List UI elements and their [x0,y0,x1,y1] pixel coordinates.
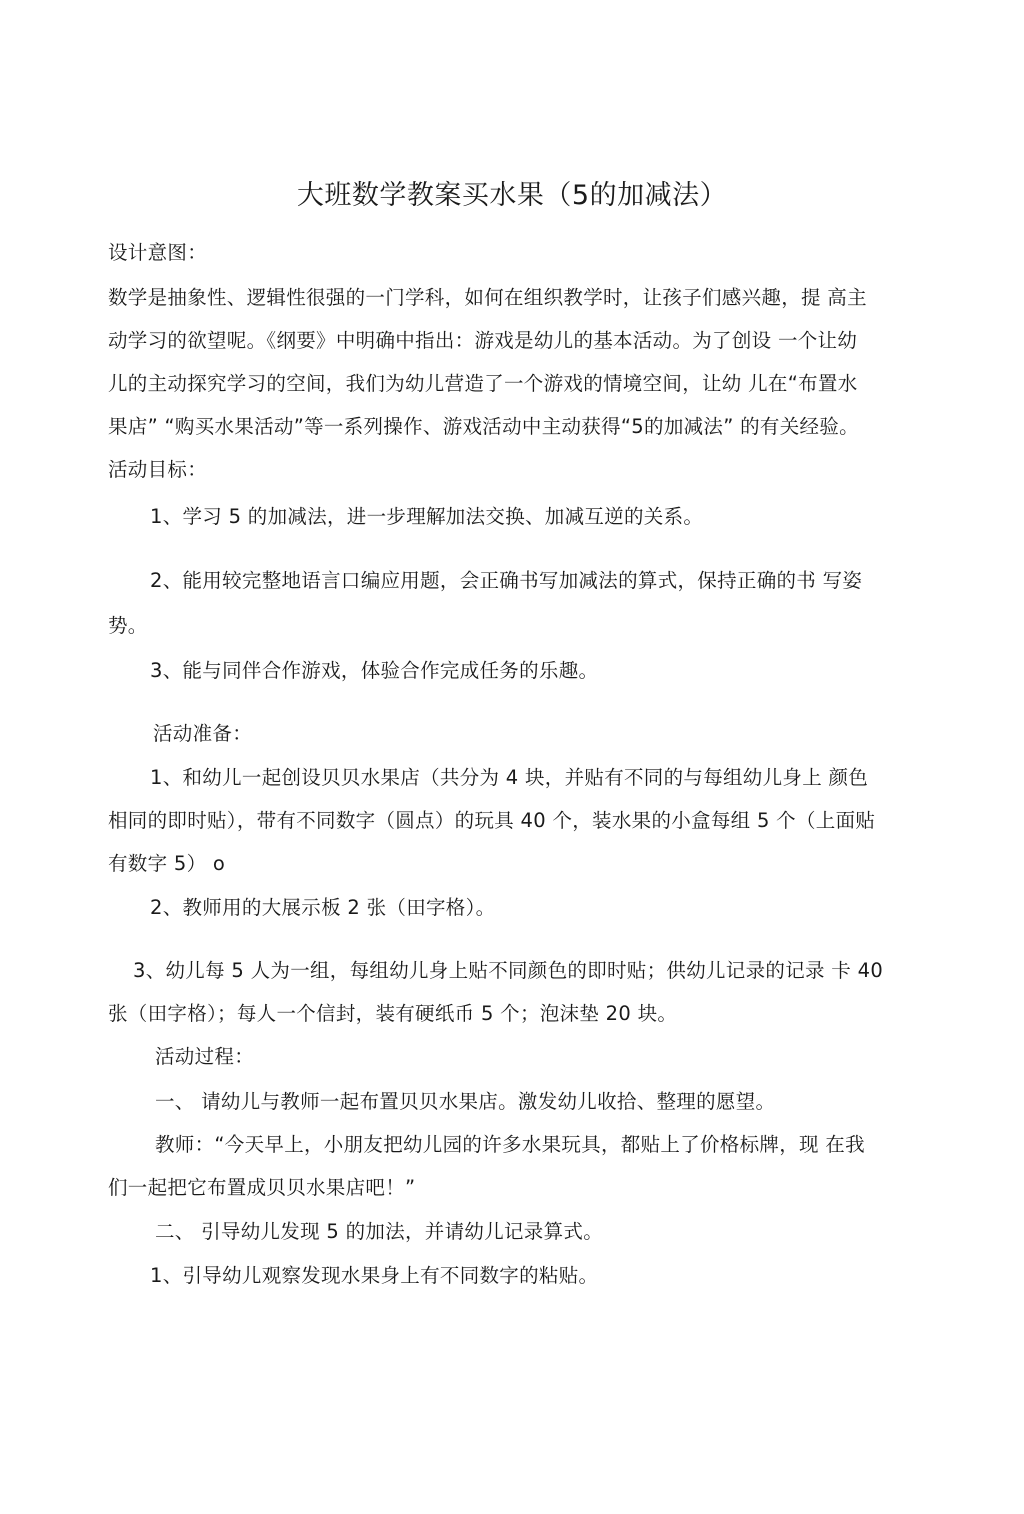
paragraph-line: 儿的主动探究学习的空间，我们为幼儿营造了一个游戏的情境空间，让幼 儿在“布置水 [108,372,858,395]
teacher-quote: 教师：“今天早上，小朋友把幼儿园的许多水果玩具，都贴上了价格标牌，现 在我 [155,1133,865,1156]
section-heading-preparation: 活动准备： [153,722,253,745]
section-heading-design-intent: 设计意图： [108,241,208,264]
preparation-item-1-continued: 相同的即时贴），带有不同数字（圆点）的玩具 40 个，装水果的小盒每组 5 个（上面贴 [108,809,876,832]
paragraph-line: 动学习的欲望呢。《纲要》中明确中指出：游戏是幼儿的基本活动。为了创设 一个让幼 [108,329,858,352]
goal-item-3: 3、能与同伴合作游戏，体验合作完成任务的乐趣。 [150,659,599,682]
process-substep-1: 1、引导幼儿观察发现水果身上有不同数字的粘贴。 [150,1264,599,1287]
goal-item-1: 1、学习 5 的加减法，进一步理解加法交换、加减互逆的关系。 [150,505,704,528]
paragraph-line: 数学是抽象性、逻辑性很强的一门学科，如何在组织教学时，让孩子们感兴趣，提 高主 [108,286,867,309]
paragraph-line: 果店” “购买水果活动”等一系列操作、游戏活动中主动获得“5的加减法” 的有关经验。 [108,415,859,438]
preparation-item-1-continued: 有数字 5） o [108,852,226,875]
document-title: 大班数学教案买水果（5的加减法） [296,180,728,211]
goal-item-2-continued: 势。 [108,614,148,637]
preparation-item-2: 2、教师用的大展示板 2 张（田字格）。 [150,896,496,919]
preparation-item-1: 1、和幼儿一起创设贝贝水果店（共分为 4 块，并贴有不同的与每组幼儿身上 颜色 [150,766,869,789]
teacher-quote-continued: 们一起把它布置成贝贝水果店吧！” [108,1176,416,1199]
section-heading-goals: 活动目标： [108,458,208,481]
process-step-2: 二、 引导幼儿发现 5 的加法，并请幼儿记录算式。 [155,1220,604,1243]
preparation-item-3: 3、幼儿每 5 人为一组，每组幼儿身上贴不同颜色的即时贴；供幼儿记录的记录 卡 40 [133,959,884,982]
preparation-item-3-continued: 张（田字格）；每人一个信封，装有硬纸币 5 个；泡沫垫 20 块。 [108,1002,678,1025]
section-heading-process: 活动过程： [155,1045,255,1068]
goal-item-2: 2、能用较完整地语言口编应用题，会正确书写加减法的算式，保持正确的书 写姿 [150,569,863,592]
process-step-1: 一、 请幼儿与教师一起布置贝贝水果店。激发幼儿收拾、整理的愿望。 [155,1090,776,1113]
